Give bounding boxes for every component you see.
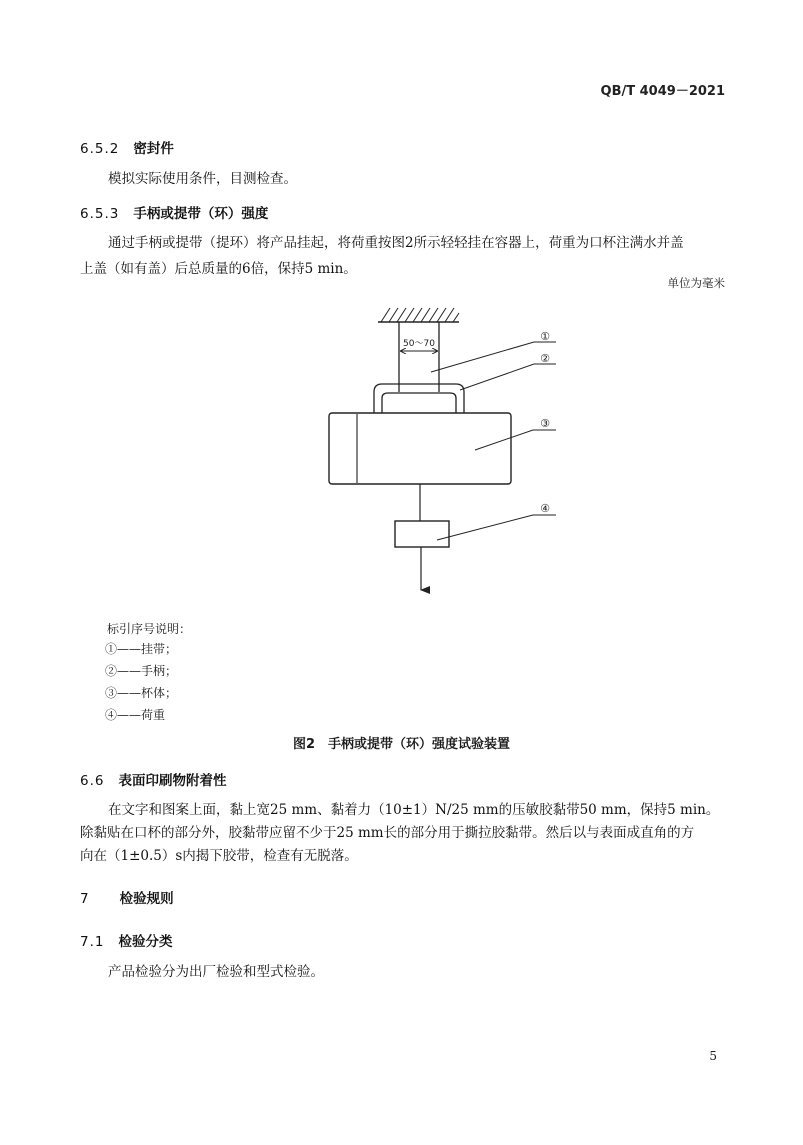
- legend-item: ③——杯体；: [105, 686, 178, 700]
- callout-label-4: ④: [540, 502, 550, 515]
- heading-6-5-3: [80, 202, 268, 222]
- callout-leader-4: [437, 515, 556, 540]
- cup-body: [329, 413, 511, 484]
- standard-code: QB/T 4049－2021: [600, 84, 725, 99]
- section-title: 表面印刷物附着性: [118, 773, 227, 789]
- callout-leader-2: [460, 364, 556, 390]
- section-title: 手柄或提带（环）强度: [133, 206, 269, 222]
- section-number: 6.5.3: [80, 206, 120, 222]
- heading-6-6: [80, 769, 226, 789]
- heading-6-5-2: [80, 137, 174, 157]
- section-title: 检验分类: [118, 934, 173, 950]
- paragraph-6-5-3-line2: 上盖（如有盖）后总质量的6倍，保持5 min。: [80, 261, 357, 277]
- legend-item: ②——手柄；: [105, 664, 178, 678]
- legend-item: ④——荷重: [105, 708, 166, 722]
- dimension-line: [400, 339, 438, 351]
- unit-note: 单位为毫米: [667, 276, 725, 290]
- section-number: 7.1: [80, 934, 105, 950]
- figure-caption: 图2 手柄或提带（环）强度试验装置: [292, 737, 511, 752]
- callout-leader-3: [475, 430, 556, 450]
- paragraph-6-5-3-line1: 通过手柄或提带（提环）将产品挂起，将荷重按图2所示轻轻挂在容器上，荷重为口杯注满水并盖: [108, 235, 684, 251]
- callout-label-3: ③: [540, 417, 550, 430]
- section-title: 检验规则: [119, 891, 174, 907]
- heading-7-1: [80, 930, 172, 950]
- dimension-label: 50～70: [403, 339, 435, 349]
- paragraph-6-6-line2: 除黏贴在口杯的部分外，胶黏带应留不少于25 mm长的部分用于撕拉胶黏带。然后以与表面成直角的方: [80, 825, 695, 841]
- paragraph-6-5-2: 模拟实际使用条件，目测检查。: [108, 171, 297, 187]
- ceiling-support: [378, 308, 459, 322]
- handle: [374, 384, 464, 413]
- hanging-strap: [399, 322, 439, 392]
- paragraph-7-1: 产品检验分为出厂检验和型式检验。: [108, 964, 324, 980]
- section-number: 7: [80, 891, 90, 907]
- paragraph-6-6-line3: 向在（1±0.5）s内揭下胶带，检查有无脱落。: [80, 848, 358, 864]
- page-number: 5: [709, 1049, 717, 1063]
- load-weight: [395, 521, 449, 547]
- section-title: 密封件: [133, 141, 174, 157]
- callout-leader-1: [431, 342, 556, 372]
- section-number: 6.5.2: [80, 141, 120, 157]
- paragraph-6-6-line1: 在文字和图案上面，黏上宽25 mm、黏着力（10±1）N/25 mm的压敏胶黏带50 mm，保持5 min。: [108, 802, 720, 818]
- legend-item: ①——挂带；: [105, 642, 178, 656]
- test-apparatus-diagram: [300, 295, 600, 595]
- callout-label-1: ①: [540, 330, 550, 343]
- heading-7: [80, 887, 174, 907]
- section-number: 6.6: [80, 773, 105, 789]
- callout-label-2: ②: [540, 352, 550, 365]
- legend-title: 标引序号说明：: [107, 622, 192, 636]
